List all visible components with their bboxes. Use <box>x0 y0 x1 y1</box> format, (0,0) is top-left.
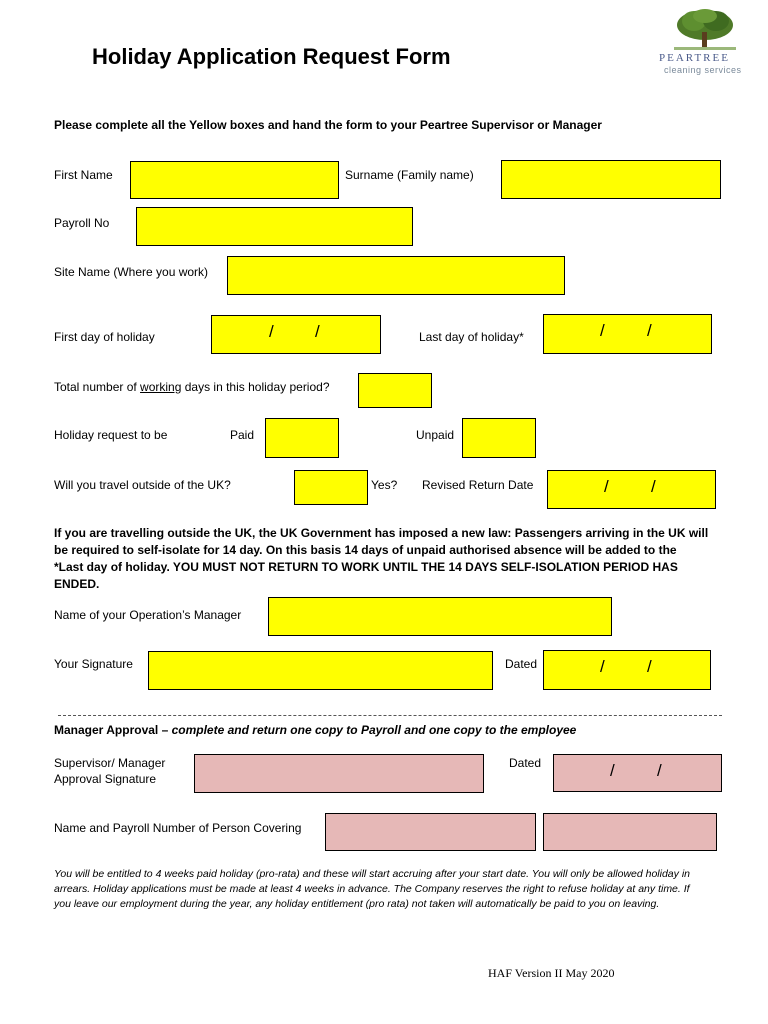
surname-label: Surname (Family name) <box>345 168 474 182</box>
revised-return-date-input[interactable] <box>547 470 716 509</box>
site-name-input[interactable] <box>227 256 565 295</box>
paid-input[interactable] <box>265 418 339 458</box>
approval-signature-input[interactable] <box>194 754 484 793</box>
unpaid-label: Unpaid <box>416 428 455 442</box>
date-separator: / <box>657 761 662 780</box>
travel-question-label: Will you travel outside of the UK? <box>54 478 231 492</box>
unpaid-input[interactable] <box>462 418 536 458</box>
form-title: Holiday Application Request Form <box>92 44 451 69</box>
travel-yes-input[interactable] <box>294 470 368 505</box>
signature-label: Your Signature <box>54 657 133 671</box>
approval-date-input[interactable] <box>553 754 722 792</box>
site-name-label: Site Name (Where you work) <box>54 265 209 279</box>
date-separator: / <box>600 657 605 676</box>
section-divider <box>58 715 722 716</box>
date-separator: / <box>610 761 615 780</box>
date-separator: / <box>647 657 652 676</box>
holiday-terms: You will be entitled to 4 weeks paid holiday (pro-rata) and these will start accruing after your start date. You will only be allowed holiday in arrears. Holiday applications must be made at least 4 weeks in advance. The Company reserves the right to refuse holiday at any time. If you leave our employment during the year, any holiday entitlement (pro rata) not taken will automatically be paid to you on leaving. <box>54 868 690 910</box>
manager-approval-heading: Manager Approval – complete and return one copy to Payroll and one copy to the employee <box>54 723 577 737</box>
total-days-input[interactable] <box>358 373 432 408</box>
signature-input[interactable] <box>148 651 493 690</box>
covering-name-input[interactable] <box>325 813 536 851</box>
tree-logo-icon <box>672 8 738 52</box>
date-separator: / <box>651 477 656 496</box>
signature-date-input[interactable] <box>543 650 711 690</box>
approval-signature-label-line2: Approval Signature <box>54 772 157 786</box>
paid-label: Paid <box>230 428 255 442</box>
last-day-label: Last day of holiday* <box>419 330 524 344</box>
approval-dated-label: Dated <box>509 756 542 770</box>
date-separator: / <box>269 322 274 341</box>
version-footer: HAF Version II May 2020 <box>488 966 615 980</box>
travel-notice: If you are travelling outside the UK, the UK Government has imposed a new law: Passengers arriving in the UK will be required to self-isolate for 14 day. On this basis 14 days of unpaid authorised absence will be added to the *Last day of holiday. YOU MUST NOT RETURN TO WORK UNTIL THE 14 DAYS SELF-ISOLATION PERIOD HAS ENDED. <box>54 526 709 591</box>
covering-person-label: Name and Payroll Number of Person Covering <box>54 821 302 835</box>
last-day-date-input[interactable] <box>543 314 712 354</box>
logo-wordmark: PEARTREE <box>659 52 730 64</box>
covering-payroll-input[interactable] <box>543 813 717 851</box>
date-separator: / <box>604 477 609 496</box>
payroll-no-input[interactable] <box>136 207 413 246</box>
date-separator: / <box>315 322 320 341</box>
ops-manager-label: Name of your Operation’s Manager <box>54 608 242 622</box>
first-name-input[interactable] <box>130 161 339 199</box>
revised-return-label: Revised Return Date <box>422 478 534 492</box>
yes-label: Yes? <box>371 478 398 492</box>
dated-label: Dated <box>505 657 538 671</box>
payroll-no-label: Payroll No <box>54 216 110 230</box>
instructions: Please complete all the Yellow boxes and hand the form to your Peartree Supervisor or Manager <box>54 118 602 132</box>
date-separator: / <box>600 321 605 340</box>
first-day-label: First day of holiday <box>54 330 155 344</box>
total-days-label: Total number of working days in this holiday period? <box>54 380 330 394</box>
ops-manager-input[interactable] <box>268 597 612 636</box>
first-name-label: First Name <box>54 168 113 182</box>
approval-signature-label-line1: Supervisor/ Manager <box>54 756 166 770</box>
first-day-date-input[interactable] <box>211 315 381 354</box>
date-separator: / <box>647 321 652 340</box>
logo-subtitle: cleaning services <box>664 65 742 75</box>
surname-input[interactable] <box>501 160 721 199</box>
request-type-label: Holiday request to be <box>54 428 168 442</box>
